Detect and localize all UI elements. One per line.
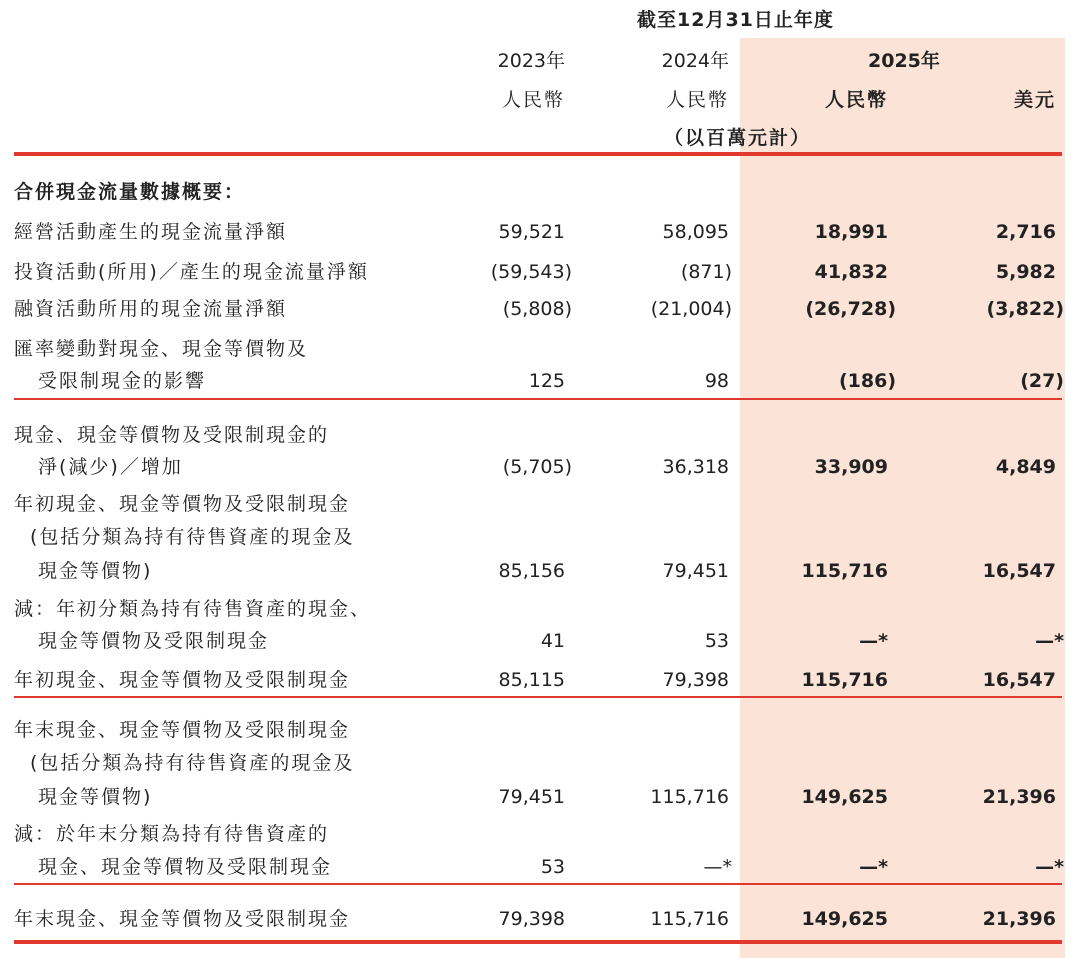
currency-rmb-2023: 人民幣	[501, 89, 565, 111]
year-2025: 2025年	[868, 50, 940, 72]
row-label: 經營活動產生的現金流量淨額	[14, 221, 288, 243]
cell-2025-usd: 5,982	[995, 261, 1056, 283]
row-label: 年初現金、現金等價物及受限制現金	[14, 669, 351, 691]
row-label: 淨(減少)／增加	[38, 456, 183, 478]
row-label: 現金、現金等價物及受限制現金的	[14, 424, 330, 446]
cell-2025-usd: 16,547	[982, 669, 1056, 691]
cell-2025-usd: —*	[1035, 630, 1064, 652]
header-rule	[14, 152, 1062, 156]
cell-2023: 53	[540, 856, 565, 878]
row-label: 現金等價物)	[38, 786, 153, 808]
cell-2024: 79,398	[662, 669, 729, 691]
row-label: 現金等價物)	[38, 560, 153, 582]
cell-2024: —*	[703, 856, 732, 878]
cell-2025-usd: —*	[1035, 856, 1064, 878]
cell-2025-usd: 21,396	[982, 908, 1056, 930]
subtotal-rule	[14, 696, 1062, 698]
row-label: 年末現金、現金等價物及受限制現金	[14, 908, 351, 930]
row-label: 融資活動所用的現金流量淨額	[14, 298, 288, 320]
cell-2023: (59,543)	[490, 261, 572, 283]
row-label: 匯率變動對現金、現金等價物及	[14, 338, 309, 360]
row-label: 現金、現金等價物及受限制現金	[38, 856, 333, 878]
cell-2025-rmb: 33,909	[814, 456, 888, 478]
cell-2025-rmb: —*	[859, 856, 888, 878]
highlight-2025-column	[740, 38, 1065, 958]
row-label: 投資活動(所用)／產生的現金流量淨額	[14, 261, 369, 283]
cell-2024: 115,716	[650, 908, 729, 930]
row-label: 現金等價物及受限制現金	[38, 630, 270, 652]
row-label: (包括分類為持有待售資產的現金及	[30, 526, 355, 548]
footer-rule	[14, 940, 1062, 944]
row-label: 年初現金、現金等價物及受限制現金	[14, 493, 351, 515]
cell-2025-rmb: (186)	[838, 370, 896, 392]
cell-2023: 79,451	[498, 786, 565, 808]
cell-2025-usd: 16,547	[982, 560, 1056, 582]
cell-2025-rmb: 149,625	[801, 786, 888, 808]
cell-2024: (21,004)	[650, 298, 732, 320]
subtotal-rule	[14, 398, 1062, 400]
cell-2025-rmb: 41,832	[814, 261, 888, 283]
currency-usd: 美元	[1013, 89, 1056, 111]
currency-rmb-2024: 人民幣	[665, 89, 729, 111]
cell-2023: 59,521	[498, 221, 565, 243]
row-label: (包括分類為持有待售資產的現金及	[30, 752, 355, 774]
cell-2024: (871)	[680, 261, 732, 283]
row-label: 減：年初分類為持有待售資產的現金、	[14, 598, 372, 620]
row-label: 年末現金、現金等價物及受限制現金	[14, 719, 351, 741]
cell-2025-usd: 4,849	[995, 456, 1056, 478]
cell-2023: 41	[540, 630, 565, 652]
cell-2025-rmb: (26,728)	[805, 298, 896, 320]
cell-2025-usd: 2,716	[995, 221, 1056, 243]
cell-2024: 36,318	[662, 456, 729, 478]
row-label: 受限制現金的影響	[38, 370, 207, 392]
cell-2025-rmb: 115,716	[801, 560, 888, 582]
cell-2025-rmb: 115,716	[801, 669, 888, 691]
cell-2023: 125	[528, 370, 565, 392]
cell-2025-rmb: —*	[859, 630, 888, 652]
unit-note: （以百萬元計）	[664, 127, 812, 149]
year-2023: 2023年	[497, 50, 565, 72]
subtotal-rule	[14, 883, 1062, 885]
cell-2023: 85,115	[498, 669, 565, 691]
cell-2025-rmb: 18,991	[814, 221, 888, 243]
cell-2025-usd: 21,396	[982, 786, 1056, 808]
cell-2024: 53	[704, 630, 729, 652]
cell-2023: 85,156	[498, 560, 565, 582]
section-title: 合併現金流量數據概要：	[14, 181, 246, 203]
cell-2024: 58,095	[662, 221, 729, 243]
cell-2024: 98	[704, 370, 729, 392]
cell-2023: 79,398	[498, 908, 565, 930]
cell-2025-rmb: 149,625	[801, 908, 888, 930]
year-2024: 2024年	[661, 50, 729, 72]
row-label: 減：於年末分類為持有待售資產的	[14, 823, 330, 845]
cell-2024: 79,451	[662, 560, 729, 582]
cell-2025-usd: (3,822)	[986, 298, 1064, 320]
cell-2023: (5,808)	[502, 298, 572, 320]
period-heading: 截至12月31日止年度	[637, 9, 834, 31]
cell-2024: 115,716	[650, 786, 729, 808]
currency-rmb-2025: 人民幣	[824, 89, 888, 111]
cell-2025-usd: (27)	[1020, 370, 1064, 392]
cell-2023: (5,705)	[502, 456, 572, 478]
